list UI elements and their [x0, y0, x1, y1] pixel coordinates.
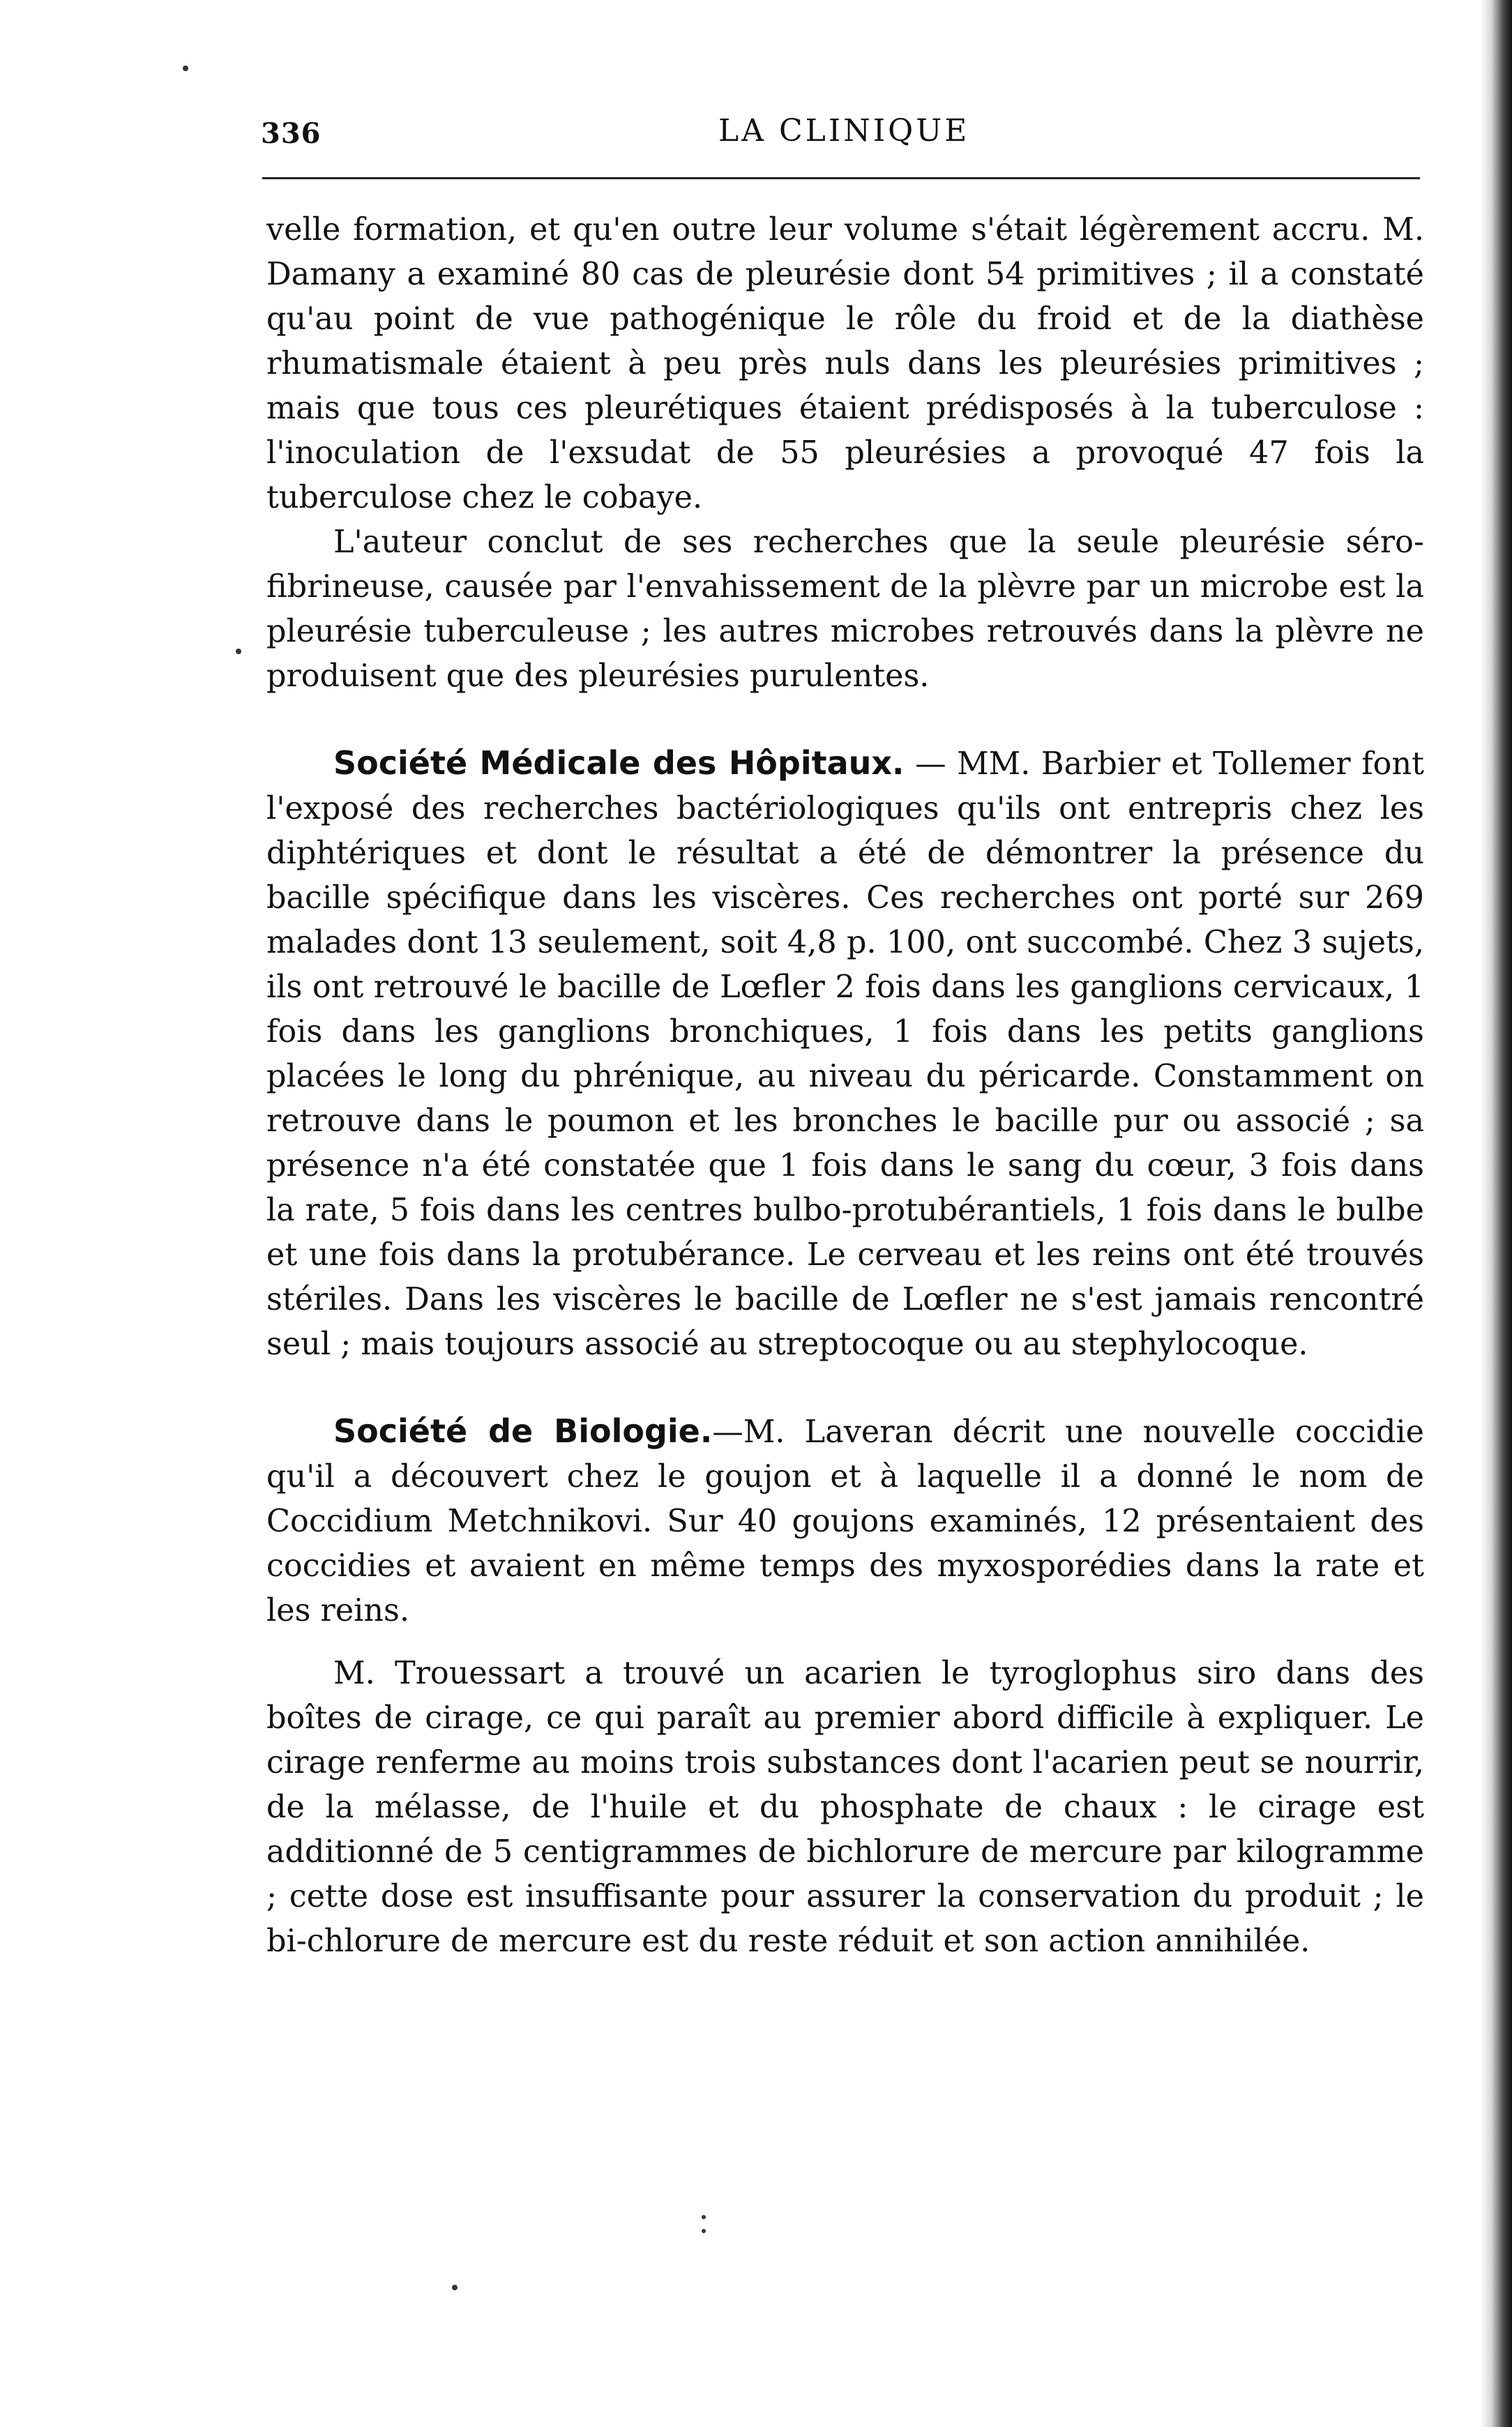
- paragraph-text: L'auteur conclut de ses recherches que la seule pleurésie séro-fibrineuse, causée par l'envahissement de la plèvre par un microbe est la pleurésie tuberculeuse ; les autres microbes retrouvés dans la plèvre ne produisent que des pleurésies purulentes.: [266, 524, 1424, 694]
- header-rule: [262, 177, 1420, 179]
- section-heading: Société de Biologie.: [333, 1412, 713, 1450]
- ink-speck: [452, 2285, 458, 2290]
- section-heading: Société Médicale des Hôpitaux.: [333, 744, 905, 782]
- paragraph-text: M. Trouessart a trouvé un acarien le tyroglophus siro dans des boîtes de cirage, ce qui paraît au premier abord difficile à expliquer. Le cirage renferme au moins trois substances dont l'acarien peut se nourrir, de la mélasse, de l'huile et du phosphate de chaux : le cirage est additionné de 5 centigrammes de bichlorure de mercure par kilogramme ; cette dose est insuffisante pour assurer la conservation du produit ; le bi-chlorure de mercure est du reste réduit et son action annihilée.: [266, 1656, 1424, 1959]
- running-title: LA CLINIQUE: [718, 113, 970, 149]
- paragraph-text: velle formation, et qu'en outre leur volume s'était légèrement accru. M. Damany a examiné 80 cas de pleurésie dont 54 primitives ; il a constaté qu'au point de vue pathogénique le rôle du froid et de la diathèse rhumatismale étaient à peu près nuls dans les pleurésies primitives ; mais que tous ces pleurétiques étaient prédisposés à la tuberculose : l'inoculation de l'exsudat de 55 pleurésies a provoqué 47 fois la tuberculose chez le cobaye.: [266, 212, 1424, 515]
- scan-edge-shadow: [1480, 0, 1512, 2427]
- paragraph-text: — MM. Barbier et Tollemer font l'exposé des recherches bactériologiques qu'ils ont entrepris chez les diphtériques et dont le résultat a été de démontrer la présence du bacille spécifique dans les viscères. Ces recherches ont porté sur 269 malades dont 13 seulement, soit 4,8 p. 100, ont succombé. Chez 3 sujets, ils ont retrouvé le bacille de Lœfler 2 fois dans les ganglions cervicaux, 1 fois dans les ganglions bronchiques, 1 fois dans les petits ganglions placées le long du phrénique, au niveau du péricarde. Constamment on retrouve dans le poumon et les bronches le bacille pur ou associé ; sa présence n'a été constatée que 1 fois dans le sang du cœur, 3 fois dans la rate, 5 fois dans les centres bulbo-protubérantiels, 1 fois dans le bulbe et une fois dans la protubérance. Le cerveau et les reins ont été trouvés stériles. Dans les viscères le bacille de Lœfler ne s'est jamais rencontré seul ; mais toujours associé au streptocoque ou au stephylocoque.: [266, 746, 1424, 1362]
- ink-speck: [702, 2215, 706, 2219]
- paragraph-societe-medicale: [266, 741, 1424, 1367]
- paragraph-text: —M. Laveran décrit une nouvelle coccidie qu'il a découvert chez le goujon et à laquelle il a donné le nom de Coccidium Metchnikovi. Sur 40 goujons examinés, 12 présentaient des coccidies et avaient en même temps des myxosporédies dans la rate et les reins.: [266, 1414, 1424, 1628]
- paragraph-conclusion: [266, 520, 1424, 699]
- article-body: [266, 208, 1424, 1964]
- paragraph-societe-biologie: [266, 1409, 1424, 1633]
- page-number: 336: [261, 117, 322, 150]
- ink-speck: [236, 649, 241, 654]
- ink-speck: [183, 66, 188, 71]
- paragraph-continuation: [266, 208, 1424, 520]
- ink-speck: [702, 2229, 706, 2233]
- paragraph-trouessart: [266, 1651, 1424, 1964]
